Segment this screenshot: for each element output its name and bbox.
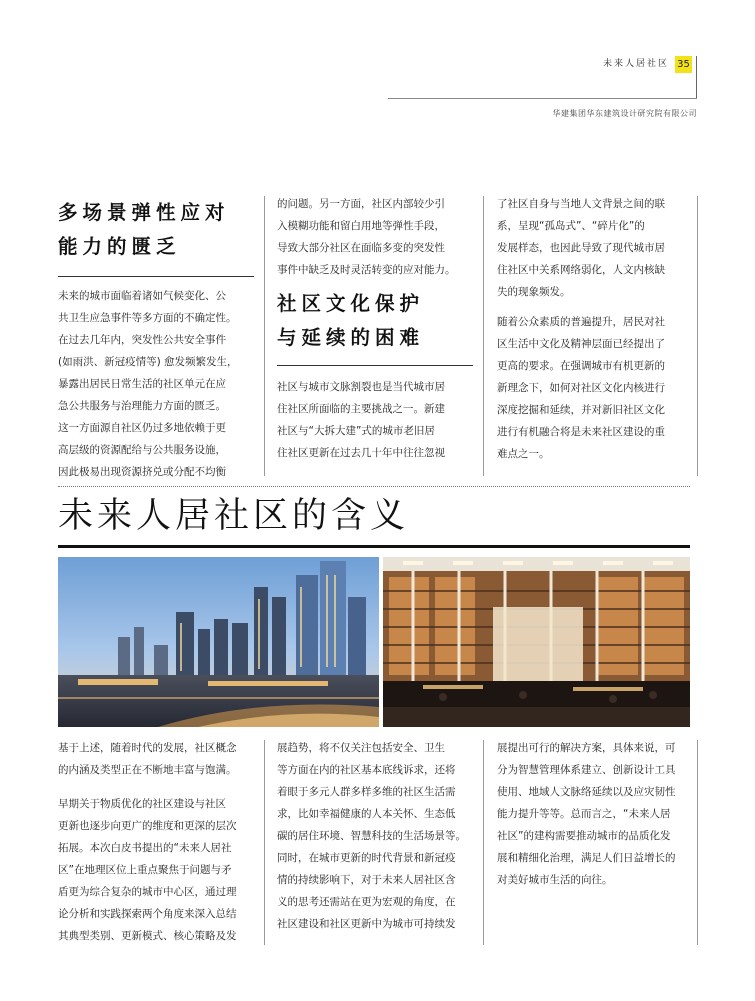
text-line: 了社区自身与当地人文背景之间的联: [497, 198, 665, 210]
heading-culture-line1: 社区文化保护: [277, 292, 425, 315]
paragraph-whitepaper: [58, 793, 258, 947]
text-line: 社区与城市文脉割裂也是当代城市居: [277, 381, 445, 393]
text-line: 使用、地域人文脉络延续以及应灾韧性: [497, 786, 676, 798]
paragraph-public-expectations: [497, 311, 693, 465]
upper-column-2: [277, 193, 473, 464]
text-line: 展趋势，将不仅关注包括安全、卫生: [277, 742, 445, 754]
paragraph-resilience-continued: [277, 193, 473, 281]
lower-column-1: [58, 737, 258, 947]
text-line: 展和精细化治理，满足人们日益增长的: [497, 852, 676, 864]
heading-resilience-line2: 能力的匮乏: [58, 235, 181, 258]
column-separator: [483, 740, 484, 945]
text-line: 深度挖掘和延续，并对新旧社区文化: [497, 404, 665, 416]
heading-underline: [277, 365, 473, 366]
text-line: 入模糊功能和留白用地等弹性手段，: [277, 220, 445, 232]
column-separator: [483, 196, 484, 476]
paragraph-concept-intro: [58, 737, 258, 781]
text-line: 同时，在城市更新的时代背景和新冠疫: [277, 852, 456, 864]
text-line: (如雨洪、新冠疫情等) 愈发频繁发生，: [58, 356, 238, 368]
text-line: 暴露出居民日常生活的社区单元在应: [58, 378, 226, 390]
text-line: 新理念下，如何对社区文化内核进行: [497, 382, 665, 394]
paragraph-resilience: [58, 285, 254, 483]
text-line: 社区”的建构需要推动城市的品质化发: [497, 830, 671, 842]
paragraph-culture-continued: [497, 193, 693, 303]
text-line: 盾更为综合复杂的城市中心区，通过理: [58, 886, 237, 898]
text-line: 着眼于多元人群多样多维的社区生活需: [277, 786, 456, 798]
text-line: 住社区更新在过去几十年中往往忽视: [277, 447, 445, 459]
text-line: 早期关于物质优化的社区建设与社区: [58, 798, 226, 810]
text-line: 社区建设和社区更新中为城市可持续发: [277, 918, 456, 930]
text-line: 急公共服务与治理能力方面的匮乏。: [58, 400, 226, 412]
text-line: 住社区所面临的主要挑战之一。新建: [277, 403, 445, 415]
upper-column-1: [58, 196, 254, 483]
text-line: 因此极易出现资源挤兑或分配不均衡: [58, 466, 226, 478]
organization-name: 华建集团华东建筑设计研究院有限公司: [552, 109, 697, 118]
text-line: 社区与“大拆大建”式的城市老旧居: [277, 425, 435, 437]
text-line: 其典型类别、更新模式、核心策略及发: [58, 930, 237, 942]
page-number-badge: 35: [675, 56, 692, 73]
text-line: 进行有机融合将是未来社区建设的重: [497, 426, 665, 438]
column-separator: [264, 196, 265, 476]
column-separator: [264, 740, 265, 945]
text-line: 能力提升等等。总而言之，“未来人居: [497, 808, 671, 820]
upper-column-3: [497, 193, 693, 465]
heading-resilience-line1: 多场景弹性应对: [58, 201, 230, 224]
text-line: 共卫生应急事件等多方面的不确定性。: [58, 312, 237, 324]
text-line: 分为智慧管理体系建立、创新设计工具: [497, 764, 676, 776]
library-interior-illustration: [383, 557, 690, 727]
text-line: 情的持续影响下，对于未来人居社区含: [277, 874, 456, 886]
text-line: 在过去几年内，突发性公共安全事件: [58, 334, 226, 346]
city-skyline-photo: [58, 557, 379, 727]
text-line: 更新也逐步向更广的维度和更深的层次: [58, 820, 237, 832]
lower-column-3: [497, 737, 697, 891]
text-line: 对美好城市生活的向往。: [497, 874, 613, 886]
column-separator: [697, 196, 698, 476]
text-line: 碳的居住环境、智慧科技的生活场景等。: [277, 830, 466, 842]
text-line: 高层级的资源配给与公共服务设施，: [58, 444, 226, 456]
text-line: 随着公众素质的普遍提升，居民对社: [497, 316, 665, 328]
header-rule: [388, 98, 697, 99]
text-line: 发展样态，也因此导致了现代城市居: [497, 242, 665, 254]
text-line: 的内涵及类型正在不断地丰富与饱满。: [58, 764, 237, 776]
running-section-title: 未来人居社区: [602, 59, 669, 69]
text-line: 事件中缺乏及时灵活转变的应对能力。: [277, 264, 456, 276]
text-line: 求，比如幸福健康的人本关怀、生态低: [277, 808, 456, 820]
paragraph-culture: [277, 376, 473, 464]
text-line: 难点之一。: [497, 448, 550, 460]
text-line: 展提出可行的解决方案，具体来说，可: [497, 742, 676, 754]
text-line: 区”在地理区位上重点聚焦于问题与矛: [58, 864, 232, 876]
heading-culture-line2: 与延续的困难: [277, 326, 425, 349]
library-interior-photo: [383, 557, 690, 727]
header-vertical-rule: [696, 56, 697, 98]
lower-column-2: [277, 737, 477, 935]
text-line: 这一方面源自社区仍过多地依赖于更: [58, 422, 226, 434]
section-title: 未来人居社区的含义: [58, 496, 410, 536]
text-line: 拓展。本次白皮书提出的“未来人居社: [58, 842, 232, 854]
text-line: 论分析和实践探索两个角度来深入总结: [58, 908, 237, 920]
text-line: 住社区中关系网络弱化，人文内核缺: [497, 264, 665, 276]
heading-underline: [58, 276, 254, 277]
text-line: 系，呈现“孤岛式”、“碎片化”的: [497, 220, 645, 232]
text-line: 基于上述，随着时代的发展，社区概念: [58, 742, 237, 754]
text-line: 未来的城市面临着诸如气候变化、公: [58, 290, 226, 302]
text-line: 区生活中文化及精神层面已经提出了: [497, 338, 665, 350]
text-line: 等方面在内的社区基本底线诉求，还将: [277, 764, 456, 776]
city-skyline-illustration: [58, 557, 379, 727]
column-separator: [697, 740, 698, 945]
text-line: 的问题。另一方面，社区内部较少引: [277, 198, 445, 210]
text-line: 导致大部分社区在面临多变的突发性: [277, 242, 445, 254]
section-title-bar: [58, 545, 690, 548]
section-dotted-divider: [58, 486, 690, 487]
text-line: 失的现象频发。: [497, 286, 571, 298]
text-line: 更高的要求。在强调城市有机更新的: [497, 360, 665, 372]
text-line: 义的思考还需站在更为宏观的角度，在: [277, 896, 456, 908]
